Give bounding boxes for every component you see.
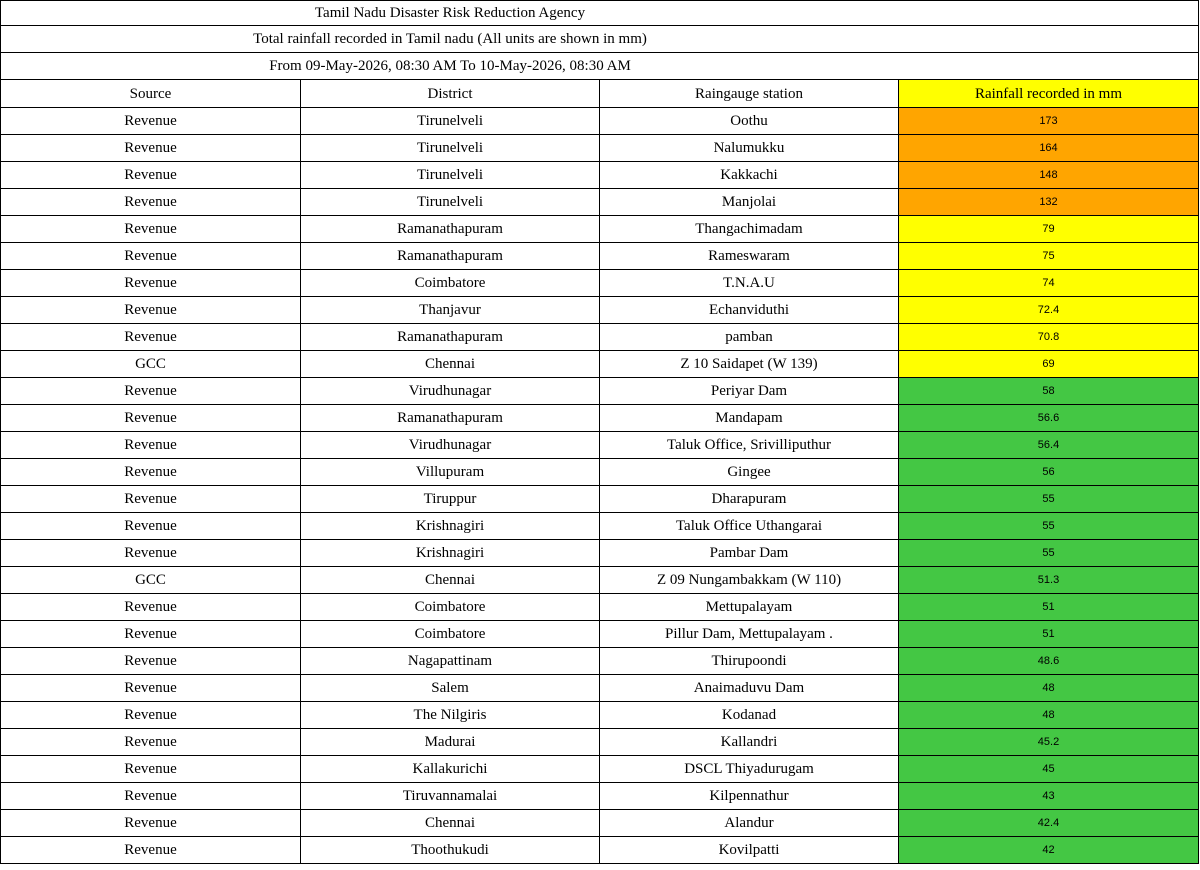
- cell-station: Kovilpatti: [600, 837, 899, 864]
- column-header-station: Raingauge station: [600, 80, 899, 108]
- cell-station: Rameswaram: [600, 243, 899, 270]
- cell-station: Echanviduthi: [600, 297, 899, 324]
- rainfall-table: [0, 79, 1199, 864]
- table-row: [1, 621, 1199, 648]
- cell-rainfall: 75: [899, 243, 1199, 270]
- cell-source: Revenue: [1, 324, 301, 351]
- cell-rainfall: 48: [899, 702, 1199, 729]
- cell-district: Tiruppur: [301, 486, 600, 513]
- cell-district: Coimbatore: [301, 594, 600, 621]
- cell-rainfall: 70.8: [899, 324, 1199, 351]
- cell-district: Chennai: [301, 351, 600, 378]
- table-row: [1, 540, 1199, 567]
- table-row: [1, 405, 1199, 432]
- cell-district: The Nilgiris: [301, 702, 600, 729]
- table-row: [1, 756, 1199, 783]
- cell-station: Nalumukku: [600, 135, 899, 162]
- cell-source: Revenue: [1, 108, 301, 135]
- cell-source: Revenue: [1, 675, 301, 702]
- cell-district: Chennai: [301, 810, 600, 837]
- cell-source: Revenue: [1, 135, 301, 162]
- cell-rainfall: 42: [899, 837, 1199, 864]
- cell-station: Thangachimadam: [600, 216, 899, 243]
- table-row: [1, 729, 1199, 756]
- cell-source: Revenue: [1, 162, 301, 189]
- cell-source: Revenue: [1, 297, 301, 324]
- cell-station: Mandapam: [600, 405, 899, 432]
- column-header-source: Source: [1, 80, 301, 108]
- cell-district: Thoothukudi: [301, 837, 600, 864]
- cell-source: Revenue: [1, 621, 301, 648]
- cell-station: Kallandri: [600, 729, 899, 756]
- cell-district: Tirunelveli: [301, 189, 600, 216]
- cell-rainfall: 74: [899, 270, 1199, 297]
- cell-district: Villupuram: [301, 459, 600, 486]
- table-row: [1, 270, 1199, 297]
- cell-station: Thirupoondi: [600, 648, 899, 675]
- cell-source: Revenue: [1, 783, 301, 810]
- cell-station: Pambar Dam: [600, 540, 899, 567]
- cell-district: Krishnagiri: [301, 540, 600, 567]
- cell-rainfall: 43: [899, 783, 1199, 810]
- cell-district: Ramanathapuram: [301, 243, 600, 270]
- cell-rainfall: 56: [899, 459, 1199, 486]
- cell-station: Taluk Office Uthangarai: [600, 513, 899, 540]
- cell-source: Revenue: [1, 513, 301, 540]
- cell-source: Revenue: [1, 378, 301, 405]
- cell-district: Tirunelveli: [301, 162, 600, 189]
- cell-source: Revenue: [1, 594, 301, 621]
- cell-source: Revenue: [1, 756, 301, 783]
- table-row: [1, 810, 1199, 837]
- cell-source: Revenue: [1, 810, 301, 837]
- cell-rainfall: 148: [899, 162, 1199, 189]
- table-row: [1, 432, 1199, 459]
- cell-source: Revenue: [1, 243, 301, 270]
- cell-rainfall: 79: [899, 216, 1199, 243]
- table-row: [1, 378, 1199, 405]
- table-row: [1, 594, 1199, 621]
- cell-station: Z 10 Saidapet (W 139): [600, 351, 899, 378]
- table-row: [1, 648, 1199, 675]
- cell-district: Salem: [301, 675, 600, 702]
- cell-station: Kodanad: [600, 702, 899, 729]
- cell-rainfall: 51: [899, 621, 1199, 648]
- cell-source: Revenue: [1, 486, 301, 513]
- table-row: [1, 459, 1199, 486]
- table-row: [1, 351, 1199, 378]
- cell-source: Revenue: [1, 648, 301, 675]
- cell-source: Revenue: [1, 270, 301, 297]
- cell-station: Oothu: [600, 108, 899, 135]
- cell-station: Periyar Dam: [600, 378, 899, 405]
- cell-rainfall: 164: [899, 135, 1199, 162]
- cell-station: Anaimaduvu Dam: [600, 675, 899, 702]
- table-header-row: [1, 80, 1199, 108]
- cell-station: DSCL Thiyadurugam: [600, 756, 899, 783]
- table-row: [1, 297, 1199, 324]
- table-body: [1, 108, 1199, 864]
- cell-station: Mettupalayam: [600, 594, 899, 621]
- cell-station: pamban: [600, 324, 899, 351]
- cell-district: Kallakurichi: [301, 756, 600, 783]
- cell-district: Coimbatore: [301, 621, 600, 648]
- cell-district: Krishnagiri: [301, 513, 600, 540]
- cell-station: Pillur Dam, Mettupalayam .: [600, 621, 899, 648]
- cell-district: Virudhunagar: [301, 432, 600, 459]
- cell-district: Chennai: [301, 567, 600, 594]
- cell-rainfall: 58: [899, 378, 1199, 405]
- cell-rainfall: 173: [899, 108, 1199, 135]
- cell-rainfall: 48: [899, 675, 1199, 702]
- cell-rainfall: 51: [899, 594, 1199, 621]
- column-header-rainfall: Rainfall recorded in mm: [899, 80, 1199, 108]
- cell-station: Alandur: [600, 810, 899, 837]
- cell-district: Madurai: [301, 729, 600, 756]
- report-period: From 09-May-2026, 08:30 AM To 10-May-2026, 08:30 AM: [269, 58, 631, 74]
- cell-rainfall: 72.4: [899, 297, 1199, 324]
- cell-rainfall: 132: [899, 189, 1199, 216]
- cell-source: Revenue: [1, 405, 301, 432]
- cell-station: T.N.A.U: [600, 270, 899, 297]
- table-row: [1, 189, 1199, 216]
- cell-station: Kakkachi: [600, 162, 899, 189]
- table-row: [1, 837, 1199, 864]
- cell-source: Revenue: [1, 837, 301, 864]
- cell-source: Revenue: [1, 729, 301, 756]
- table-row: [1, 675, 1199, 702]
- column-header-district: District: [301, 80, 600, 108]
- agency-title: Tamil Nadu Disaster Risk Reduction Agency: [314, 5, 586, 21]
- table-row: [1, 324, 1199, 351]
- cell-rainfall: 69: [899, 351, 1199, 378]
- cell-rainfall: 42.4: [899, 810, 1199, 837]
- table-row: [1, 567, 1199, 594]
- cell-district: Ramanathapuram: [301, 405, 600, 432]
- cell-source: Revenue: [1, 432, 301, 459]
- cell-source: Revenue: [1, 459, 301, 486]
- cell-district: Tiruvannamalai: [301, 783, 600, 810]
- cell-rainfall: 56.6: [899, 405, 1199, 432]
- cell-district: Ramanathapuram: [301, 324, 600, 351]
- cell-rainfall: 45.2: [899, 729, 1199, 756]
- cell-source: Revenue: [1, 540, 301, 567]
- cell-station: Gingee: [600, 459, 899, 486]
- cell-rainfall: 51.3: [899, 567, 1199, 594]
- table-row: [1, 243, 1199, 270]
- report-subtitle: Total rainfall recorded in Tamil nadu (All units are shown in mm): [253, 31, 647, 47]
- table-row: [1, 108, 1199, 135]
- table-row: [1, 513, 1199, 540]
- cell-rainfall: 55: [899, 540, 1199, 567]
- table-row: [1, 783, 1199, 810]
- cell-station: Taluk Office, Srivilliputhur: [600, 432, 899, 459]
- cell-station: Dharapuram: [600, 486, 899, 513]
- cell-source: GCC: [1, 351, 301, 378]
- cell-source: Revenue: [1, 216, 301, 243]
- cell-district: Virudhunagar: [301, 378, 600, 405]
- cell-rainfall: 45: [899, 756, 1199, 783]
- cell-district: Coimbatore: [301, 270, 600, 297]
- cell-district: Tirunelveli: [301, 135, 600, 162]
- cell-district: Thanjavur: [301, 297, 600, 324]
- cell-rainfall: 56.4: [899, 432, 1199, 459]
- cell-district: Ramanathapuram: [301, 216, 600, 243]
- cell-station: Kilpennathur: [600, 783, 899, 810]
- cell-district: Nagapattinam: [301, 648, 600, 675]
- cell-rainfall: 55: [899, 513, 1199, 540]
- cell-source: GCC: [1, 567, 301, 594]
- cell-source: Revenue: [1, 189, 301, 216]
- cell-station: Manjolai: [600, 189, 899, 216]
- table-row: [1, 135, 1199, 162]
- cell-district: Tirunelveli: [301, 108, 600, 135]
- table-row: [1, 162, 1199, 189]
- table-row: [1, 702, 1199, 729]
- table-row: [1, 216, 1199, 243]
- cell-station: Z 09 Nungambakkam (W 110): [600, 567, 899, 594]
- cell-source: Revenue: [1, 702, 301, 729]
- cell-rainfall: 48.6: [899, 648, 1199, 675]
- cell-rainfall: 55: [899, 486, 1199, 513]
- table-row: [1, 486, 1199, 513]
